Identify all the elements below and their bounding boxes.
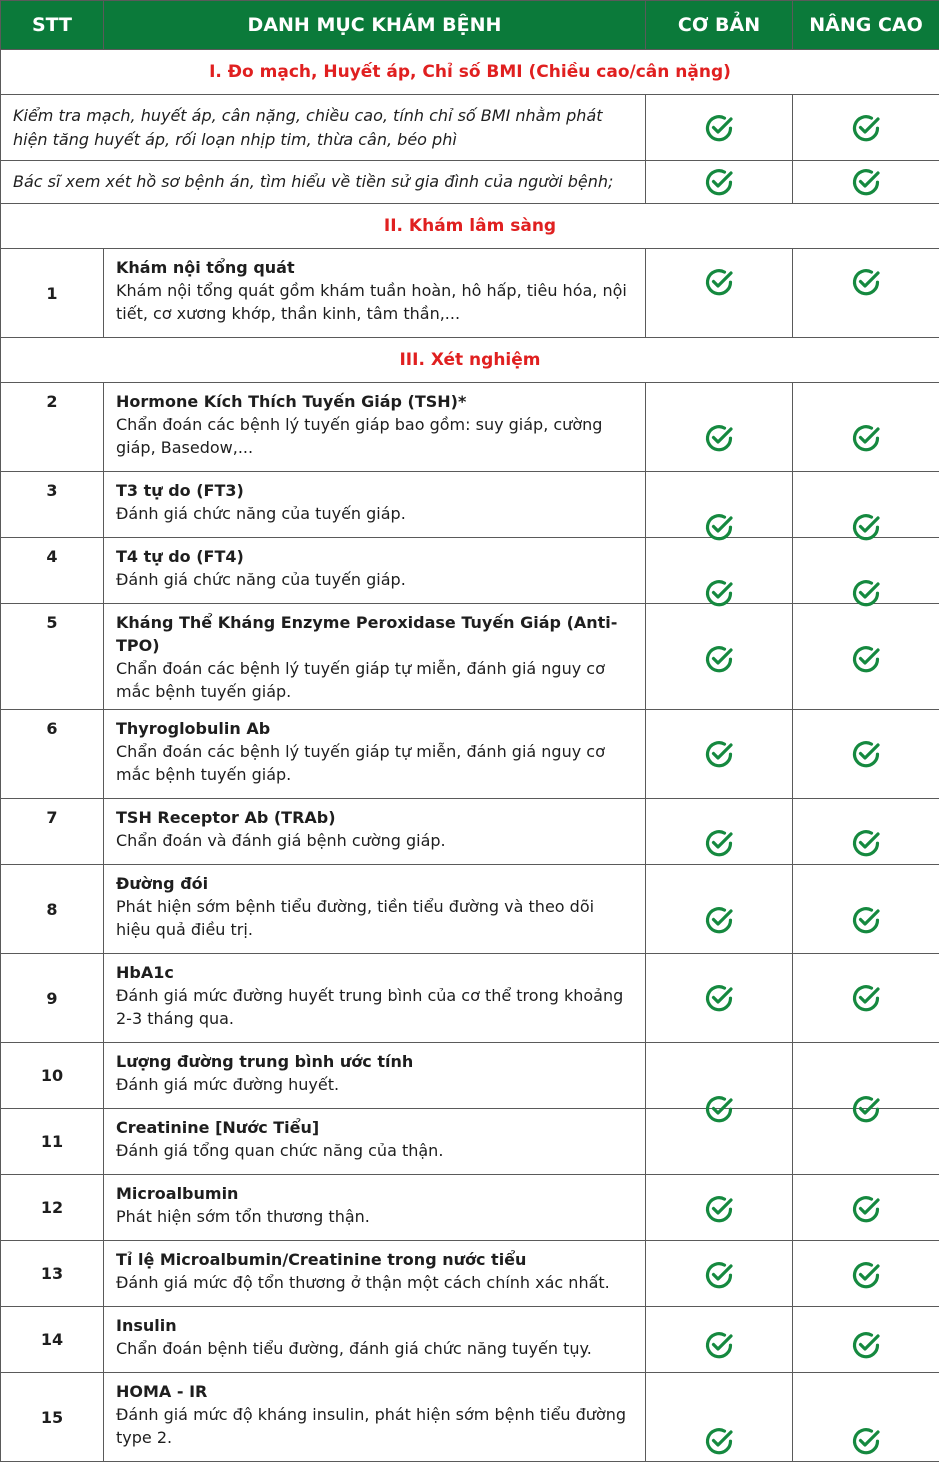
intro-text: Bác sĩ xem xét hồ sơ bệnh án, tìm hiểu về tiền sử gia đình của người bệnh; xyxy=(1,161,646,204)
row-title: HbA1c xyxy=(116,961,633,984)
basic-cell xyxy=(646,472,793,538)
basic-cell xyxy=(646,249,793,338)
row-title: Hormone Kích Thích Tuyến Giáp (TSH)* xyxy=(116,390,633,413)
check-circle-icon xyxy=(851,1330,881,1360)
table-row xyxy=(1,249,939,338)
header-basic: CƠ BẢN xyxy=(646,1,793,50)
row-title: Khám nội tổng quát xyxy=(116,256,633,279)
check-circle-icon xyxy=(851,1426,881,1456)
check-circle-icon xyxy=(851,113,881,143)
row-content xyxy=(104,954,646,1043)
table-row xyxy=(1,1109,939,1175)
table-row xyxy=(1,710,939,799)
header-stt: STT xyxy=(1,1,104,50)
check-circle-icon xyxy=(704,1194,734,1224)
row-desc: Chẩn đoán bệnh tiểu đường, đánh giá chức năng tuyến tụy. xyxy=(116,1337,633,1360)
row-desc: Chẩn đoán các bệnh lý tuyến giáp tự miễn, đánh giá nguy cơ mắc bệnh tuyến giáp. xyxy=(116,657,633,703)
check-circle-icon xyxy=(704,167,734,197)
check-circle-icon xyxy=(704,113,734,143)
table-row xyxy=(1,604,939,710)
row-desc: Đánh giá mức đường huyết trung bình của cơ thể trong khoảng 2-3 tháng qua. xyxy=(116,984,633,1030)
row-number: 10 xyxy=(1,1043,104,1109)
basic-cell xyxy=(646,954,793,1043)
row-content xyxy=(104,710,646,799)
row-content xyxy=(104,1043,646,1109)
advanced-cell xyxy=(793,954,939,1043)
header-category: DANH MỤC KHÁM BỆNH xyxy=(104,1,646,50)
advanced-cell xyxy=(793,865,939,954)
check-circle-icon xyxy=(704,828,734,858)
header-row xyxy=(1,1,939,50)
advanced-cell xyxy=(793,161,939,204)
basic-cell xyxy=(646,1307,793,1373)
row-desc: Chẩn đoán và đánh giá bệnh cường giáp. xyxy=(116,829,633,852)
section-row xyxy=(1,50,939,95)
row-number: 2 xyxy=(1,383,104,472)
row-title: Lượng đường trung bình ước tính xyxy=(116,1050,633,1073)
advanced-cell xyxy=(793,799,939,865)
row-number: 3 xyxy=(1,472,104,538)
advanced-cell xyxy=(793,538,939,604)
table-row xyxy=(1,1373,939,1462)
row-number: 12 xyxy=(1,1175,104,1241)
check-circle-icon xyxy=(851,1260,881,1290)
basic-cell xyxy=(646,1175,793,1241)
row-desc: Đánh giá mức độ tổn thương ở thận một cách chính xác nhất. xyxy=(116,1271,633,1294)
table-row xyxy=(1,1043,939,1109)
advanced-cell xyxy=(793,95,939,161)
table-row xyxy=(1,1307,939,1373)
header-advanced: NÂNG CAO xyxy=(793,1,939,50)
row-number: 11 xyxy=(1,1109,104,1175)
check-circle-icon xyxy=(704,1330,734,1360)
row-title: T3 tự do (FT3) xyxy=(116,479,633,502)
table-row xyxy=(1,865,939,954)
check-circle-icon xyxy=(704,644,734,674)
row-number: 1 xyxy=(1,249,104,338)
advanced-cell xyxy=(793,1241,939,1307)
basic-cell xyxy=(646,604,793,710)
intro-text: Kiểm tra mạch, huyết áp, cân nặng, chiều cao, tính chỉ số BMI nhằm phát hiện tăng huyết áp, rối loạn nhịp tim, thừa cân, béo phì xyxy=(1,95,646,161)
advanced-cell xyxy=(793,249,939,338)
basic-cell xyxy=(646,1109,793,1175)
row-title: Insulin xyxy=(116,1314,633,1337)
section-title: I. Đo mạch, Huyết áp, Chỉ số BMI (Chiều cao/cân nặng) xyxy=(1,50,939,95)
row-number: 15 xyxy=(1,1373,104,1462)
check-circle-icon xyxy=(704,1426,734,1456)
basic-cell xyxy=(646,710,793,799)
row-desc: Phát hiện sớm tổn thương thận. xyxy=(116,1205,633,1228)
row-title: HOMA - IR xyxy=(116,1380,633,1403)
row-desc: Đánh giá mức độ kháng insulin, phát hiện sớm bệnh tiểu đường type 2. xyxy=(116,1403,633,1449)
row-title: Đường đói xyxy=(116,872,633,895)
intro-row xyxy=(1,161,939,204)
check-circle-icon xyxy=(851,905,881,935)
row-content xyxy=(104,249,646,338)
table-row xyxy=(1,954,939,1043)
row-title: Creatinine [Nước Tiểu] xyxy=(116,1116,633,1139)
advanced-cell xyxy=(793,710,939,799)
row-title: Microalbumin xyxy=(116,1182,633,1205)
basic-cell xyxy=(646,538,793,604)
advanced-cell xyxy=(793,1307,939,1373)
row-content xyxy=(104,472,646,538)
check-circle-icon xyxy=(704,983,734,1013)
advanced-cell xyxy=(793,604,939,710)
basic-cell xyxy=(646,1241,793,1307)
row-content xyxy=(104,799,646,865)
row-desc: Chẩn đoán các bệnh lý tuyến giáp bao gồm: suy giáp, cường giáp, Basedow,... xyxy=(116,413,633,459)
table-row xyxy=(1,799,939,865)
row-number: 13 xyxy=(1,1241,104,1307)
row-title: T4 tự do (FT4) xyxy=(116,545,633,568)
table-row xyxy=(1,1175,939,1241)
intro-row xyxy=(1,95,939,161)
basic-cell xyxy=(646,1373,793,1462)
basic-cell xyxy=(646,1043,793,1109)
section-row xyxy=(1,204,939,249)
row-content xyxy=(104,1373,646,1462)
table-row xyxy=(1,472,939,538)
section-row xyxy=(1,338,939,383)
advanced-cell xyxy=(793,383,939,472)
section-title: II. Khám lâm sàng xyxy=(1,204,939,249)
row-number: 14 xyxy=(1,1307,104,1373)
row-number: 6 xyxy=(1,710,104,799)
row-content xyxy=(104,865,646,954)
row-number: 5 xyxy=(1,604,104,710)
advanced-cell xyxy=(793,1109,939,1175)
row-desc: Đánh giá chức năng của tuyến giáp. xyxy=(116,568,633,591)
check-circle-icon xyxy=(851,267,881,297)
row-title: Thyroglobulin Ab xyxy=(116,717,633,740)
row-desc: Đánh giá chức năng của tuyến giáp. xyxy=(116,502,633,525)
row-desc: Phát hiện sớm bệnh tiểu đường, tiền tiểu đường và theo dõi hiệu quả điều trị. xyxy=(116,895,633,941)
row-desc: Khám nội tổng quát gồm khám tuần hoàn, hô hấp, tiêu hóa, nội tiết, cơ xương khớp, thần kinh, tâm thần,... xyxy=(116,279,633,325)
row-number: 4 xyxy=(1,538,104,604)
basic-cell xyxy=(646,799,793,865)
table-row xyxy=(1,1241,939,1307)
row-title: Kháng Thể Kháng Enzyme Peroxidase Tuyến Giáp (Anti-TPO) xyxy=(116,611,633,657)
table-row xyxy=(1,383,939,472)
check-circle-icon xyxy=(851,644,881,674)
row-number: 8 xyxy=(1,865,104,954)
check-circle-icon xyxy=(851,739,881,769)
row-content xyxy=(104,538,646,604)
row-title: TSH Receptor Ab (TRAb) xyxy=(116,806,633,829)
check-circle-icon xyxy=(704,423,734,453)
basic-cell xyxy=(646,161,793,204)
check-circle-icon xyxy=(704,267,734,297)
check-circle-icon xyxy=(851,1194,881,1224)
check-circle-icon xyxy=(704,739,734,769)
row-content xyxy=(104,1307,646,1373)
advanced-cell xyxy=(793,1043,939,1109)
check-circle-icon xyxy=(851,423,881,453)
section-title: III. Xét nghiệm xyxy=(1,338,939,383)
row-content xyxy=(104,383,646,472)
check-circle-icon xyxy=(704,905,734,935)
basic-cell xyxy=(646,383,793,472)
row-desc: Chẩn đoán các bệnh lý tuyến giáp tự miễn, đánh giá nguy cơ mắc bệnh tuyến giáp. xyxy=(116,740,633,786)
check-circle-icon xyxy=(851,828,881,858)
row-content xyxy=(104,604,646,710)
row-content xyxy=(104,1241,646,1307)
row-desc: Đánh giá tổng quan chức năng của thận. xyxy=(116,1139,633,1162)
advanced-cell xyxy=(793,1373,939,1462)
basic-cell xyxy=(646,95,793,161)
check-circle-icon xyxy=(851,167,881,197)
row-title: Tỉ lệ Microalbumin/Creatinine trong nước tiểu xyxy=(116,1248,633,1271)
row-desc: Đánh giá mức đường huyết. xyxy=(116,1073,633,1096)
advanced-cell xyxy=(793,1175,939,1241)
check-circle-icon xyxy=(704,1260,734,1290)
row-content xyxy=(104,1109,646,1175)
check-circle-icon xyxy=(851,983,881,1013)
row-number: 7 xyxy=(1,799,104,865)
advanced-cell xyxy=(793,472,939,538)
row-number: 9 xyxy=(1,954,104,1043)
row-content xyxy=(104,1175,646,1241)
table-row xyxy=(1,538,939,604)
basic-cell xyxy=(646,865,793,954)
